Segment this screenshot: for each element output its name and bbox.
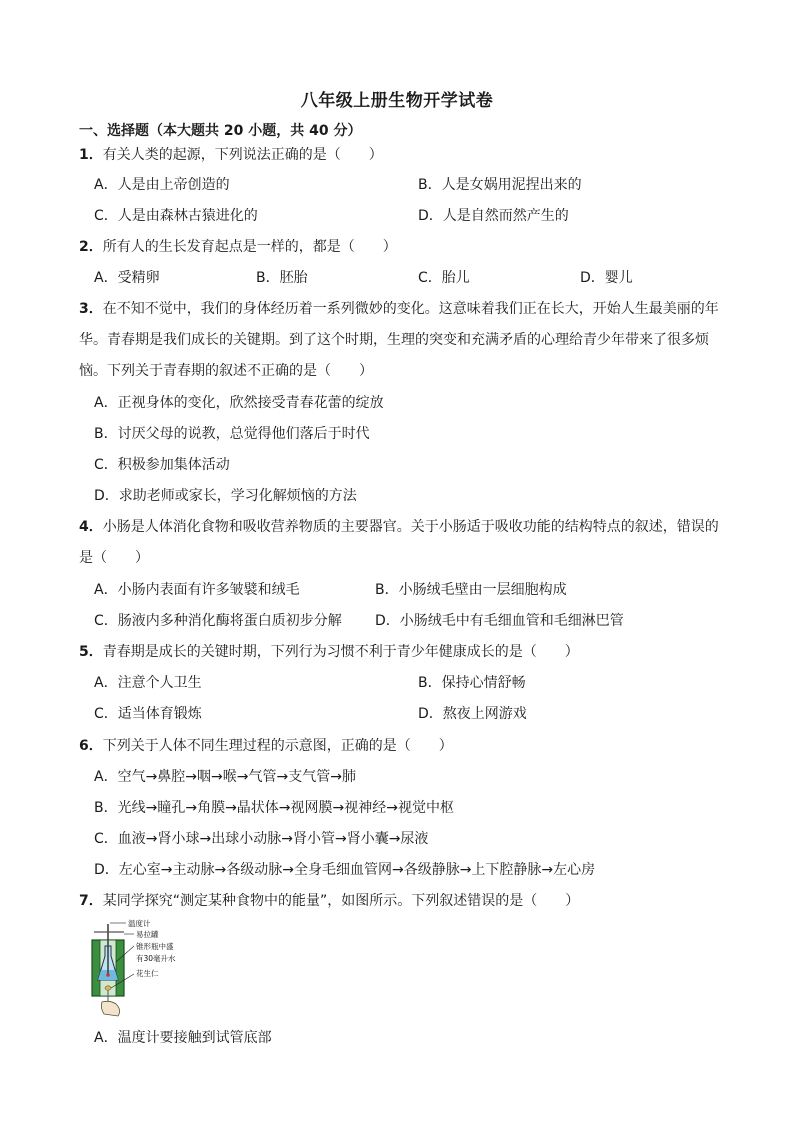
question-1 — [79, 145, 383, 165]
question-5 — [79, 642, 579, 662]
question-number: 5． — [79, 644, 103, 660]
question-3-line-3: 恼。下列关于青春期的叙述不正确的是（ ） — [79, 363, 373, 379]
q4-option-b: B．小肠绒毛壁由一层细胞构成 — [375, 582, 567, 598]
q5-option-d: D．熬夜上网游戏 — [418, 706, 527, 722]
question-number: 2． — [79, 239, 103, 255]
question-6 — [79, 736, 453, 756]
figure-label-thermometer: 温度计 — [128, 919, 151, 928]
hand — [101, 1001, 119, 1016]
q6-option-d: D．左心室→主动脉→各级动脉→全身毛细血管网→各级静脉→上下腔静脉→左心房 — [94, 862, 596, 878]
q5-option-b: B．保持心情舒畅 — [418, 675, 526, 691]
q1-option-b: B．人是女娲用泥捏出来的 — [418, 177, 582, 193]
q4-option-c: C．肠液内多种消化酶将蛋白质初步分解 — [94, 613, 342, 629]
food-energy-apparatus-figure — [88, 918, 200, 1018]
question-4 — [79, 517, 719, 537]
question-text-line-1: 在不知不觉中，我们的身体经历着一系列微妙的变化。这意味着我们正在长大，开始人生最美丽的年 — [102, 301, 719, 317]
q6-option-b: B．光线→瞳孔→角膜→晶状体→视网膜→视神经→视觉中枢 — [94, 800, 454, 816]
q5-option-a: A．注意个人卫生 — [94, 675, 202, 691]
figure-label-can: 易拉罐 — [136, 930, 159, 939]
question-text: 下列关于人体不同生理过程的示意图，正确的是（ ） — [102, 738, 453, 754]
figure-label-flask: 锥形瓶中盛 — [136, 942, 174, 951]
question-number: 7． — [79, 893, 103, 909]
question-number: 6． — [79, 738, 103, 754]
q4-option-d: D．小肠绒毛中有毛细血管和毛细淋巴管 — [375, 613, 624, 629]
q6-option-a: A．空气→鼻腔→咽→喉→气管→支气管→肺 — [94, 769, 356, 785]
question-7 — [79, 891, 579, 911]
question-number: 3． — [79, 301, 103, 317]
question-text: 所有人的生长发育起点是一样的，都是（ ） — [102, 239, 397, 255]
peanut-kernel — [105, 986, 111, 990]
page-title: 八年级上册生物开学试卷 — [300, 91, 494, 111]
question-3-line-2: 华。青春期是我们成长的关键期。到了这个时期，生理的突变和充满矛盾的心理给青少年带来了很多烦 — [79, 332, 709, 348]
q1-option-c: C．人是由森林古猿进化的 — [94, 208, 258, 224]
q6-option-c: C．血液→肾小球→出球小动脉→肾小管→肾小囊→尿液 — [94, 831, 429, 847]
q2-option-b: B．胚胎 — [256, 270, 308, 286]
thermometer-bulb — [106, 973, 110, 977]
q3-option-b: B．讨厌父母的说教，总觉得他们落后于时代 — [94, 426, 370, 442]
question-number: 1． — [79, 147, 103, 163]
q3-option-c: C．积极参加集体活动 — [94, 457, 230, 473]
q3-option-a: A．正视身体的变化，欣然接受青春花蕾的绽放 — [94, 395, 384, 411]
question-number: 4． — [79, 519, 103, 535]
question-3 — [79, 299, 719, 319]
q7-option-a: A．温度计要接触到试管底部 — [94, 1030, 272, 1046]
q4-option-a: A．小肠内表面有许多皱襞和绒毛 — [94, 582, 300, 598]
q1-option-d: D．人是自然而然产生的 — [418, 208, 569, 224]
question-4-line-2: 是（ ） — [79, 550, 149, 566]
question-2 — [79, 237, 397, 257]
section-heading: 一、选择题（本大题共 20 小题，共 40 分） — [79, 123, 362, 139]
question-text: 青春期是成长的关键时期，下列行为习惯不利于青少年健康成长的是（ ） — [102, 644, 579, 660]
figure-label-peanut: 花生仁 — [136, 969, 159, 978]
question-text: 某同学探究“测定某种食物中的能量”，如图所示。下列叙述错误的是（ ） — [102, 893, 580, 909]
figure-label-water: 有30毫升水 — [136, 954, 176, 963]
q1-option-a: A．人是由上帝创造的 — [94, 177, 230, 193]
question-text: 有关人类的起源，下列说法正确的是（ ） — [102, 147, 383, 163]
q2-option-a: A．受精卵 — [94, 270, 160, 286]
q5-option-c: C．适当体育锻炼 — [94, 706, 202, 722]
question-text-line-1: 小肠是人体消化食物和吸收营养物质的主要器官。关于小肠适于吸收功能的结构特点的叙述，错误的 — [102, 519, 719, 535]
q3-option-d: D．求助老师或家长，学习化解烦恼的方法 — [94, 488, 357, 504]
q2-option-d: D．婴儿 — [580, 270, 633, 286]
q2-option-c: C．胎儿 — [418, 270, 470, 286]
